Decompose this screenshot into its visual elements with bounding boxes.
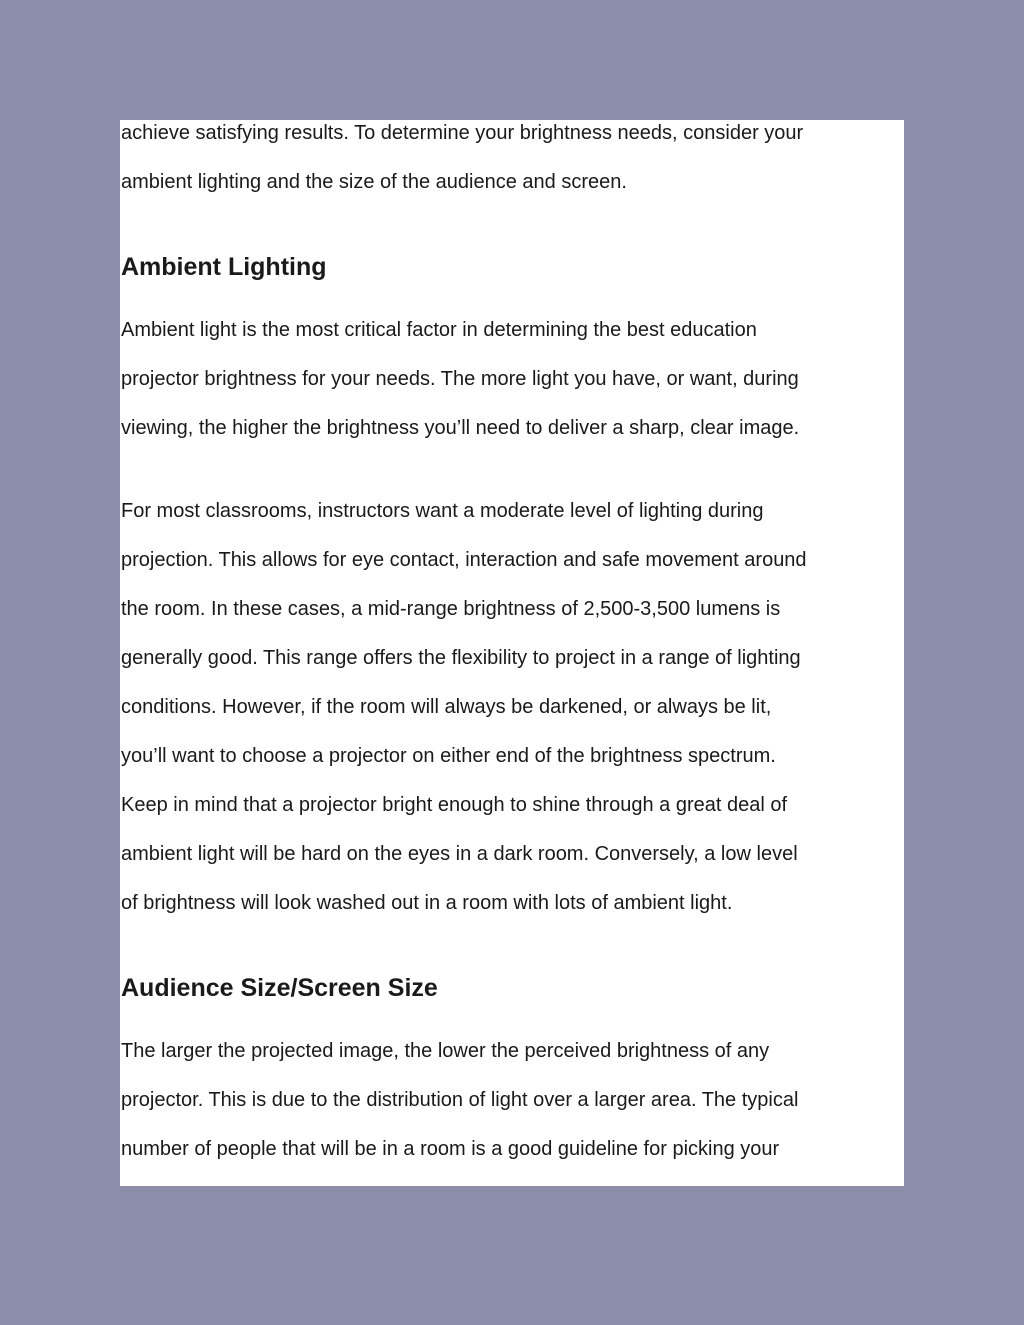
text-line: of brightness will look washed out in a room with lots of ambient light.	[121, 892, 733, 914]
text-line: The larger the projected image, the lower the perceived brightness of any	[121, 1040, 770, 1062]
text-line: projector. This is due to the distribution of light over a larger area. The typical	[121, 1089, 799, 1111]
text-line: Ambient light is the most critical factor in determining the best education	[121, 319, 757, 341]
document-page	[120, 120, 904, 1186]
text-line: projection. This allows for eye contact, interaction and safe movement around	[121, 549, 807, 571]
paragraph-projected-image	[121, 1027, 798, 1174]
paragraph-ambient-light	[121, 306, 799, 453]
paragraph-classrooms	[121, 487, 807, 928]
heading-ambient-lighting: Ambient Lighting	[121, 253, 327, 281]
text-line: viewing, the higher the brightness you’ll need to deliver a sharp, clear image.	[121, 417, 800, 439]
text-line: ambient lighting and the size of the audience and screen.	[121, 171, 627, 193]
text-line: ambient light will be hard on the eyes in a dark room. Conversely, a low level	[121, 843, 798, 865]
paragraph-intro	[121, 120, 803, 207]
text-line: achieve satisfying results. To determine your brightness needs, consider your	[121, 122, 804, 144]
text-line: number of people that will be in a room is a good guideline for picking your	[121, 1138, 780, 1160]
text-line: the room. In these cases, a mid-range brightness of 2,500-3,500 lumens is	[121, 598, 781, 620]
heading-audience-screen-size: Audience Size/Screen Size	[121, 974, 438, 1002]
text-line: For most classrooms, instructors want a moderate level of lighting during	[121, 500, 764, 522]
text-line: conditions. However, if the room will always be darkened, or always be lit,	[121, 696, 772, 718]
text-line: projector brightness for your needs. The more light you have, or want, during	[121, 368, 799, 390]
text-line: generally good. This range offers the flexibility to project in a range of lighting	[121, 647, 801, 669]
text-line: you’ll want to choose a projector on either end of the brightness spectrum.	[121, 745, 776, 767]
text-line: Keep in mind that a projector bright enough to shine through a great deal of	[121, 794, 788, 816]
